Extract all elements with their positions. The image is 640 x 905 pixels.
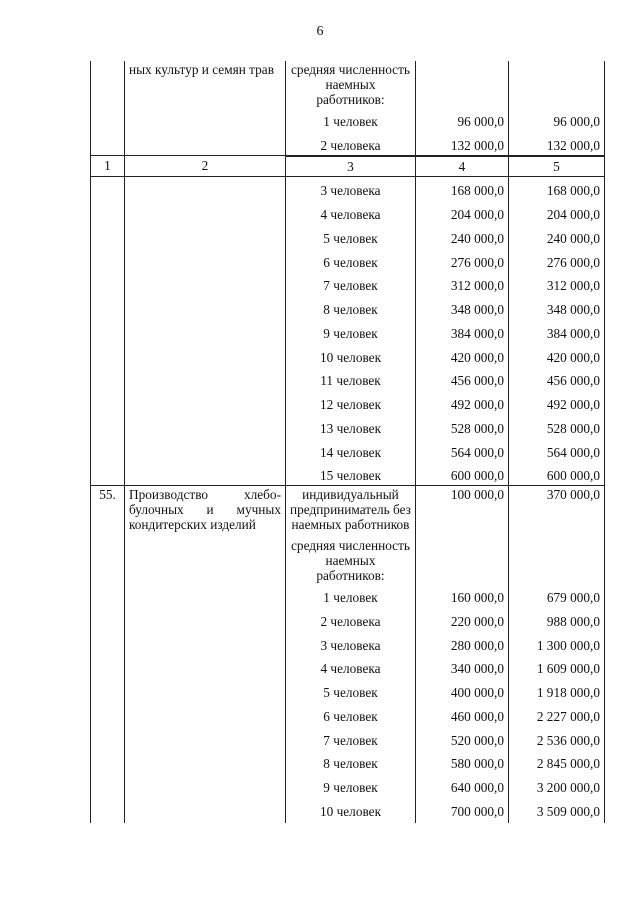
category-cell: 8 человек [286,750,416,774]
value-cell-col4: 160 000,0 [416,583,509,607]
activity-cell: Производство хлебо-булочных и мучных кондитерских изделий [125,486,286,823]
value-cell-col5 [509,532,605,583]
value-cell-col4: 220 000,0 [416,607,509,631]
value-cell-col4: 580 000,0 [416,750,509,774]
value-cell-col4: 100 000,0 [416,486,509,533]
column-number: 4 [416,156,509,177]
value-cell-col5: 276 000,0 [509,248,605,272]
value-cell-col4: 384 000,0 [416,319,509,343]
table-row [91,176,605,200]
value-cell-col4 [416,532,509,583]
column-number: 3 [286,156,416,177]
value-cell-col5: 96 000,0 [509,107,605,131]
value-cell-col4: 312 000,0 [416,272,509,296]
value-cell-col4: 348 000,0 [416,295,509,319]
category-cell: 10 человек [286,343,416,367]
value-cell-col4: 600 000,0 [416,462,509,486]
value-cell-col5: 1 609 000,0 [509,655,605,679]
value-cell-col5: 312 000,0 [509,272,605,296]
value-cell-col5: 370 000,0 [509,486,605,533]
category-cell: 14 человек [286,438,416,462]
table-body [91,61,605,823]
value-cell-col5: 3 200 000,0 [509,773,605,797]
value-cell-col5: 240 000,0 [509,224,605,248]
category-cell: 3 человека [286,631,416,655]
value-cell-col5: 2 536 000,0 [509,726,605,750]
column-number: 1 [91,156,125,177]
item-number-cell [91,61,125,156]
value-cell-col4: 564 000,0 [416,438,509,462]
value-cell-col5: 528 000,0 [509,414,605,438]
value-cell-col5: 384 000,0 [509,319,605,343]
value-cell-col5: 600 000,0 [509,462,605,486]
value-cell-col5: 679 000,0 [509,583,605,607]
column-number-header [91,156,605,177]
item-number-cell [91,176,125,486]
category-cell: 5 человек [286,224,416,248]
value-cell-col4 [416,61,509,107]
value-cell-col5: 420 000,0 [509,343,605,367]
category-cell: 1 человек [286,107,416,131]
value-cell-col5: 492 000,0 [509,390,605,414]
value-cell-col4: 132 000,0 [416,131,509,156]
value-cell-col5: 1 918 000,0 [509,678,605,702]
employee-header-cell: средняя численность наемных работников: [286,61,416,107]
tax-rate-table [90,61,605,823]
value-cell-col4: 700 000,0 [416,797,509,823]
value-cell-col4: 168 000,0 [416,176,509,200]
value-cell-col5: 132 000,0 [509,131,605,156]
value-cell-col5: 2 845 000,0 [509,750,605,774]
value-cell-col4: 640 000,0 [416,773,509,797]
category-cell: 7 человек [286,272,416,296]
employee-header-cell: средняя численность наемных работников: [286,532,416,583]
value-cell-col5: 168 000,0 [509,176,605,200]
category-cell: 4 человека [286,200,416,224]
category-cell: 4 человека [286,655,416,679]
table-row [91,486,605,533]
value-cell-col5: 564 000,0 [509,438,605,462]
page-number: 6 [316,24,324,39]
category-cell: 7 человек [286,726,416,750]
category-cell: 10 человек [286,797,416,823]
value-cell-col4: 400 000,0 [416,678,509,702]
value-cell-col4: 340 000,0 [416,655,509,679]
category-cell: индивидуальный предприниматель без наемных работников [286,486,416,533]
category-cell: 1 человек [286,583,416,607]
value-cell-col5: 456 000,0 [509,367,605,391]
value-cell-col4: 520 000,0 [416,726,509,750]
value-cell-col5 [509,61,605,107]
column-number: 2 [125,156,286,177]
value-cell-col4: 528 000,0 [416,414,509,438]
value-cell-col4: 492 000,0 [416,390,509,414]
category-cell: 9 человек [286,773,416,797]
category-cell: 12 человек [286,390,416,414]
value-cell-col5: 204 000,0 [509,200,605,224]
value-cell-col4: 276 000,0 [416,248,509,272]
value-cell-col5: 3 509 000,0 [509,797,605,823]
value-cell-col5: 2 227 000,0 [509,702,605,726]
value-cell-col4: 96 000,0 [416,107,509,131]
category-cell: 11 человек [286,367,416,391]
category-cell: 8 человек [286,295,416,319]
column-number: 5 [509,156,605,177]
category-cell: 2 человека [286,607,416,631]
value-cell-col5: 348 000,0 [509,295,605,319]
value-cell-col4: 280 000,0 [416,631,509,655]
value-cell-col4: 456 000,0 [416,367,509,391]
value-cell-col4: 204 000,0 [416,200,509,224]
category-cell: 13 человек [286,414,416,438]
activity-cell [125,176,286,486]
category-cell: 6 человек [286,248,416,272]
category-cell: 2 человека [286,131,416,156]
value-cell-col4: 460 000,0 [416,702,509,726]
category-cell: 15 человек [286,462,416,486]
activity-cell: ных культур и семян трав [125,61,286,156]
category-cell: 9 человек [286,319,416,343]
value-cell-col4: 420 000,0 [416,343,509,367]
value-cell-col5: 1 300 000,0 [509,631,605,655]
item-number-cell: 55. [91,486,125,823]
category-cell: 3 человека [286,176,416,200]
category-cell: 6 человек [286,702,416,726]
category-cell: 5 человек [286,678,416,702]
value-cell-col4: 240 000,0 [416,224,509,248]
value-cell-col5: 988 000,0 [509,607,605,631]
